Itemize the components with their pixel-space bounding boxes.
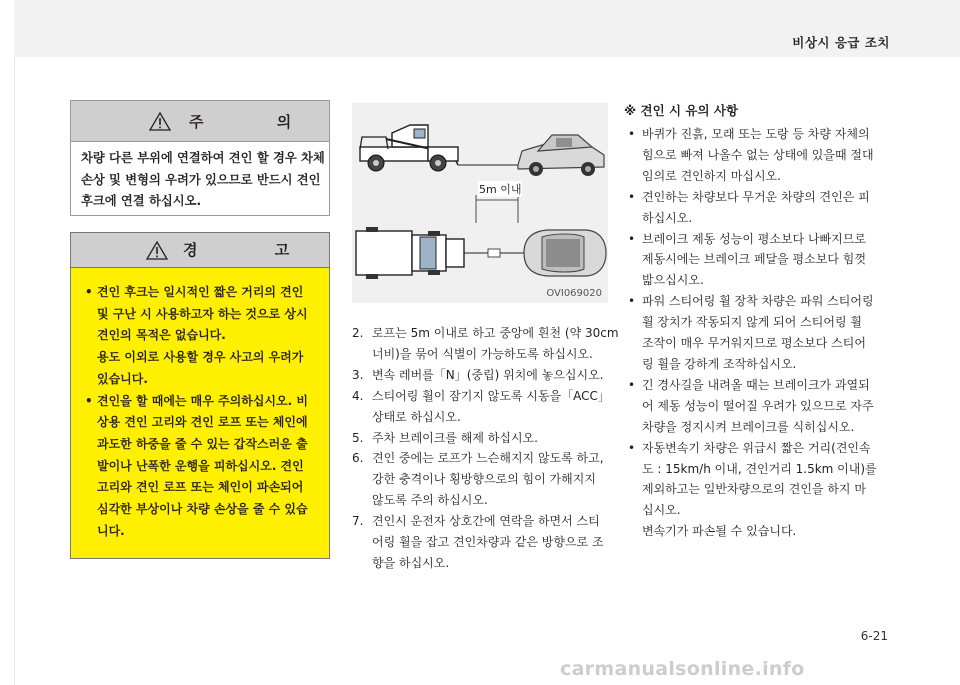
distance-label: 5m 이내 — [479, 183, 522, 196]
page-number: 6-21 — [860, 629, 888, 643]
car-side-icon — [518, 135, 604, 176]
note-item: • 긴 경사길을 내려올 때는 브레이크가 과열되 어 제동 성능이 떨어질 우려가 있으므로 자주 차량을 정지시켜 브레이크를 식히십시오. — [626, 375, 896, 438]
section-title: 비상시 응급 조치 — [792, 35, 890, 50]
towing-diagram — [352, 103, 608, 303]
towing-steps — [352, 323, 619, 574]
warning-list — [71, 268, 329, 542]
note-item: • 자동변속기 차량은 위급시 짧은 거리(견인속 도 : 15km/h 이내, 견인거리 1.5km 이내)를 제외하고는 일반차량으로의 견인을 하지 마 십시오. 변속기가 파손될 수 있습니다. — [626, 438, 896, 543]
step-item: 2. 로프는 5m 이내로 하고 중앙에 흰천 (약 30cm 너비)을 묶어 식별이 가능하도록 하십시오. — [352, 326, 619, 361]
watermark: carmanualsonline.info — [560, 658, 805, 680]
tow-truck-top-icon — [356, 227, 464, 279]
warning-box — [70, 232, 330, 559]
step-item: 6. 견인 중에는 로프가 느슨해지지 않도록 하고, 강한 충격이나 횡방향으로의 힘이 가해지지 않도록 주의 하십시오. — [352, 451, 604, 508]
warning-item: • 견인을 할 때에는 매우 주의하십시오. 비 상용 견인 고리와 견인 로프 또는 체인에 과도한 하중을 줄 수 있는 갑작스러운 출 발이나 난폭한 운행을 피하십시오. 견인 고리와 견인 로프 또는 체인이 파손되어 심각한 부상이나 차량 손상을 줄 수 있습 니다. — [85, 391, 321, 543]
page-header — [0, 0, 960, 57]
caution-line: 차량 다른 부위에 연결하여 견인 할 경우 차체 — [81, 151, 325, 165]
step-item: 7. 견인시 운전자 상호간에 연락을 하면서 스티 어링 휠을 잡고 견인차량과 같은 방향으로 조 향을 하십시오. — [352, 514, 604, 570]
note-item: • 브레이크 제동 성능이 평소보다 나빠지므로 제동시에는 브레이크 페달을 평소보다 힘껏 밟으십시오. — [626, 229, 896, 292]
warning-triangle-icon — [149, 112, 171, 131]
notes-list — [626, 124, 896, 542]
caution-box — [70, 100, 330, 216]
caution-title: 주 의 — [189, 113, 326, 131]
left-margin-rule — [14, 57, 15, 685]
note-item: • 견인하는 차량보다 무거운 차량의 견인은 피 하십시오. — [626, 187, 896, 229]
warning-title: 경 고 — [183, 241, 326, 259]
note-item: • 파워 스티어링 휠 장착 차량은 파워 스티어링 휠 장치가 작동되지 않게 되어 스티어링 휠 조작이 매우 무거워지므로 평소보다 스티어 링 휠을 강하게 조작하십시오. — [626, 291, 896, 375]
caution-line: 후크에 연결 하십시오. — [81, 194, 202, 208]
car-top-icon — [524, 230, 606, 276]
warning-item: • 견인 후크는 일시적인 짧은 거리의 견인 및 구난 시 사용하고자 하는 것으로 상시 견인의 목적은 없습니다. 용도 이외로 사용할 경우 사고의 우려가 있습니다. — [85, 282, 321, 391]
towing-illustration — [352, 103, 608, 303]
step-item: 5. 주차 브레이크를 해제 하십시오. — [352, 430, 538, 445]
note-item: • 바퀴가 진흙, 모래 또는 도랑 등 차량 자체의 힘으로 빠져 나올수 없는 상태에 있을때 절대 임의로 견인하지 마십시오. — [626, 124, 896, 187]
caution-text — [71, 142, 329, 213]
notes-title: ※ 견인 시 유의 사항 — [624, 103, 739, 118]
warning-triangle-icon — [146, 241, 168, 260]
step-item: 4. 스티어링 휠이 잠기지 않도록 시동을「ACC」 상태로 하십시오. — [352, 388, 610, 424]
figure-code: OVI069020 — [546, 288, 602, 299]
caution-header — [71, 101, 329, 142]
caution-line: 손상 및 변형의 우려가 있으므로 반드시 견인 — [81, 172, 321, 187]
step-item: 3. 변속 레버를「N」(중립) 위치에 놓으십시오. — [352, 367, 604, 382]
tow-truck-side-icon — [360, 125, 458, 171]
warning-header — [71, 233, 329, 268]
